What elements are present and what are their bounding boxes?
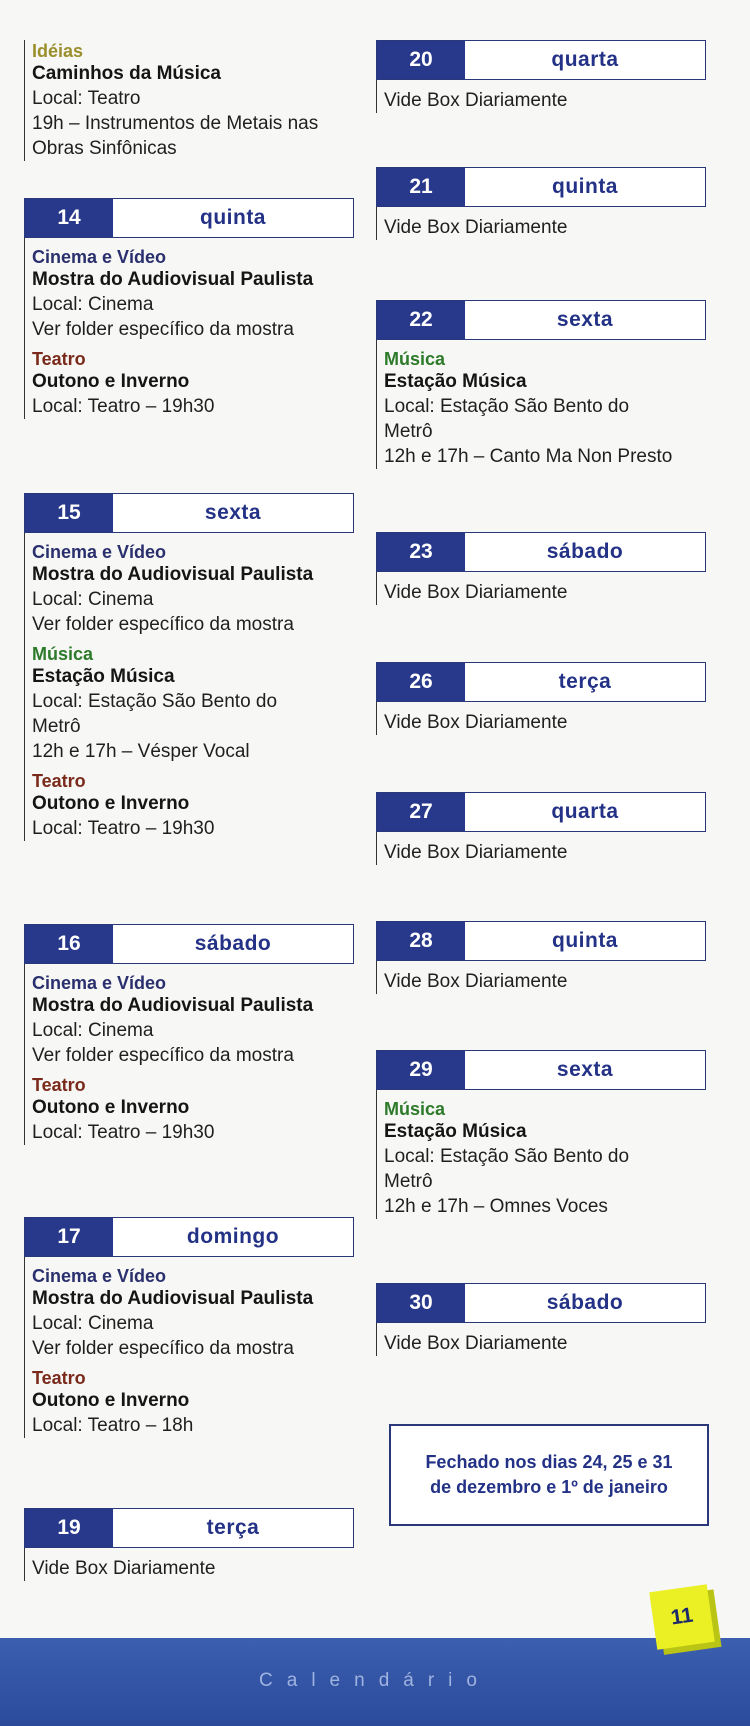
event-detail: Vide Box Diariamente — [384, 217, 568, 238]
day-28-section — [376, 921, 706, 1002]
event-title: Estação Música — [32, 666, 175, 687]
day-26-section — [376, 662, 706, 743]
event-title: Mostra do Audiovisual Paulista — [32, 269, 314, 290]
event-detail: Vide Box Diariamente — [384, 842, 568, 863]
category-cinema: Cinema e Vídeo — [32, 542, 167, 562]
day-number: 17 — [25, 1218, 113, 1256]
day-19-header — [24, 1508, 354, 1548]
event-detail: Ver folder específico da mostra — [32, 1338, 294, 1359]
event-detail: Vide Box Diariamente — [384, 971, 568, 992]
day-22-section — [376, 300, 706, 477]
event-title: Outono e Inverno — [32, 371, 190, 392]
category-teatro: Teatro — [32, 1075, 86, 1095]
event-detail: 12h e 17h – Vésper Vocal — [32, 741, 250, 762]
event-location: Local: Teatro – 19h30 — [32, 818, 215, 839]
day-number: 20 — [377, 41, 465, 79]
day-number: 22 — [377, 301, 465, 339]
category-teatro: Teatro — [32, 771, 86, 791]
day-number: 16 — [25, 925, 113, 963]
event-detail: 12h e 17h – Canto Ma Non Presto — [384, 446, 673, 467]
day-15-section — [24, 493, 354, 849]
day-name: quarta — [551, 800, 619, 823]
day-number: 19 — [25, 1509, 113, 1547]
event-title: Estação Música — [384, 1121, 527, 1142]
event-title: Estação Música — [384, 371, 527, 392]
day-name: terça — [206, 1516, 260, 1539]
event-detail: 12h e 17h – Omnes Voces — [384, 1196, 608, 1217]
day-27-header — [376, 792, 706, 832]
notice-line: Fechado nos dias 24, 25 e 31 — [425, 1452, 673, 1472]
event-detail: Vide Box Diariamente — [384, 712, 568, 733]
event-detail: Obras Sinfônicas — [32, 138, 177, 159]
ideias-block — [24, 40, 354, 169]
day-number: 29 — [377, 1051, 465, 1089]
event-location: Local: Estação São Bento do — [32, 691, 278, 712]
event-location: Local: Teatro — [32, 88, 141, 109]
event-location: Metrô — [384, 421, 433, 442]
day-29-section — [376, 1050, 706, 1227]
category-cinema: Cinema e Vídeo — [32, 1266, 167, 1286]
day-number: 30 — [377, 1284, 465, 1322]
day-29-header — [376, 1050, 706, 1090]
event-detail: Vide Box Diariamente — [384, 582, 568, 603]
day-number: 15 — [25, 494, 113, 532]
day-name: sexta — [556, 308, 614, 331]
day-name: terça — [558, 670, 612, 693]
event-location: Local: Estação São Bento do — [384, 396, 630, 417]
day-name: quarta — [551, 48, 619, 71]
day-21-header — [376, 167, 706, 207]
category-ideias: Idéias — [32, 41, 84, 61]
day-name: sábado — [194, 932, 272, 955]
event-location: Metrô — [384, 1171, 433, 1192]
event-detail: Vide Box Diariamente — [384, 1333, 568, 1354]
event-detail: 19h – Instrumentos de Metais nas — [32, 113, 319, 134]
day-name: quinta — [552, 175, 618, 198]
event-location: Metrô — [32, 716, 81, 737]
day-number: 28 — [377, 922, 465, 960]
day-number: 26 — [377, 663, 465, 701]
day-number: 14 — [25, 199, 113, 237]
event-detail: Ver folder específico da mostra — [32, 1045, 294, 1066]
category-teatro: Teatro — [32, 349, 86, 369]
day-17-section — [24, 1217, 354, 1446]
day-number: 21 — [377, 168, 465, 206]
event-detail: Ver folder específico da mostra — [32, 319, 294, 340]
day-23-header — [376, 532, 706, 572]
event-title: Outono e Inverno — [32, 793, 190, 814]
day-21-section — [376, 167, 706, 248]
day-name: quinta — [200, 206, 266, 229]
event-location: Local: Cinema — [32, 589, 154, 610]
event-location: Local: Cinema — [32, 294, 154, 315]
day-14-section — [24, 198, 354, 427]
category-musica: Música — [32, 644, 94, 664]
day-23-section — [376, 532, 706, 613]
event-detail: Vide Box Diariamente — [384, 90, 568, 111]
day-26-header — [376, 662, 706, 702]
event-location: Local: Cinema — [32, 1020, 154, 1041]
event-location: Local: Cinema — [32, 1313, 154, 1334]
category-musica: Música — [384, 349, 446, 369]
footer-bar — [0, 1638, 750, 1726]
event-detail: Ver folder específico da mostra — [32, 614, 294, 635]
day-14-header — [24, 198, 354, 238]
day-number: 23 — [377, 533, 465, 571]
day-30-section — [376, 1283, 706, 1364]
day-22-header — [376, 300, 706, 340]
category-musica: Música — [384, 1099, 446, 1119]
day-17-header — [24, 1217, 354, 1257]
closed-days-notice — [389, 1424, 709, 1526]
event-detail: Vide Box Diariamente — [32, 1558, 216, 1579]
event-location: Local: Teatro – 19h30 — [32, 396, 215, 417]
day-16-header — [24, 924, 354, 964]
notice-line: de dezembro e 1º de janeiro — [430, 1477, 668, 1497]
event-title: Mostra do Audiovisual Paulista — [32, 995, 314, 1016]
day-19-section — [24, 1508, 354, 1589]
footer-section-label: Calendário — [259, 1670, 491, 1691]
day-name: sexta — [204, 501, 262, 524]
day-20-section — [376, 40, 706, 121]
event-title: Outono e Inverno — [32, 1390, 190, 1411]
day-name: quinta — [552, 929, 618, 952]
category-cinema: Cinema e Vídeo — [32, 247, 167, 267]
category-cinema: Cinema e Vídeo — [32, 973, 167, 993]
page-number: 11 — [649, 1584, 715, 1650]
day-30-header — [376, 1283, 706, 1323]
event-location: Local: Teatro – 18h — [32, 1415, 194, 1436]
event-location: Local: Teatro – 19h30 — [32, 1122, 215, 1143]
day-27-section — [376, 792, 706, 873]
day-number: 27 — [377, 793, 465, 831]
event-title: Mostra do Audiovisual Paulista — [32, 1288, 314, 1309]
day-28-header — [376, 921, 706, 961]
category-teatro: Teatro — [32, 1368, 86, 1388]
day-name: domingo — [186, 1225, 280, 1248]
event-title: Mostra do Audiovisual Paulista — [32, 564, 314, 585]
event-title: Outono e Inverno — [32, 1097, 190, 1118]
event-location: Local: Estação São Bento do — [384, 1146, 630, 1167]
day-20-header — [376, 40, 706, 80]
day-16-section — [24, 924, 354, 1153]
day-name: sexta — [556, 1058, 614, 1081]
day-name: sábado — [546, 1291, 624, 1314]
day-15-header — [24, 493, 354, 533]
event-title: Caminhos da Música — [32, 63, 221, 84]
day-name: sábado — [546, 540, 624, 563]
